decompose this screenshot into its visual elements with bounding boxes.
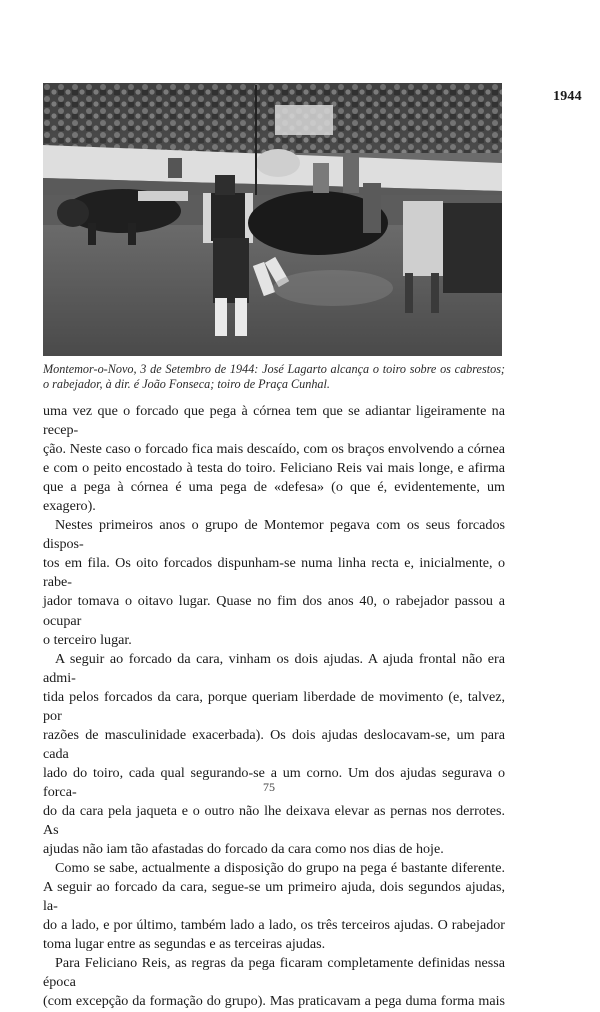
- text-line: razões de masculinidade exacerbada). Os dois ajudas deslocavam-se, um para cada: [43, 726, 505, 762]
- text-line: e com o peito encostado à testa do toiro. Feliciano Reis vai mais longe, e afirma: [43, 460, 505, 477]
- text-line: A seguir ao forcado da cara, vinham os dois ajudas. A ajuda frontal não era admi-: [43, 650, 505, 686]
- bullfight-photograph: [43, 83, 502, 356]
- body-text: [43, 402, 505, 1012]
- text-line: Para Feliciano Reis, as regras da pega ficaram completamente definidas nessa época: [43, 955, 505, 991]
- text-line: ajudas não iam tão afastadas do forcado da cara como nos dias de hoje.: [43, 841, 444, 858]
- text-line: toma lugar entre as segundas e as terceiras ajudas.: [43, 936, 326, 953]
- text-line: do a lado, e por último, também lado a lado, os três terceiros ajudas. O rabejador: [43, 917, 505, 934]
- text-line: do da cara pela jaqueta e o outro não lhe deixava elevar as pernas nos derrotes. As: [43, 802, 505, 839]
- text-line: Como se sabe, actualmente a disposição do grupo na pega é bastante diferente.: [55, 860, 505, 877]
- page-number: 75: [263, 780, 275, 794]
- text-line: A seguir ao forcado da cara, segue-se um primeiro ajuda, dois segundos ajudas, la-: [43, 879, 505, 915]
- text-line: Nestes primeiros anos o grupo de Montemor pegava com os seus forcados dispos-: [43, 517, 505, 553]
- text-line: que a pega à córnea é uma pega de «defesa» (o que é, evidentemente, um exagero).: [43, 479, 505, 515]
- photo-caption: Montemor-o-Novo, 3 de Setembro de 1944: José Lagarto alcança o toiro sobre os cabrestos; o rabejador, à dir. é João Fonseca; toiro de Praça Cunhal.: [43, 362, 505, 391]
- text-line: ção. Neste caso o forcado fica mais descaído, com os braços envolvendo a córnea: [43, 441, 505, 458]
- photo-illustration: [43, 83, 502, 356]
- text-line: tos em fila. Os oito forcados dispunham-se numa linha recta e, inicialmente, o rabe-: [43, 555, 505, 591]
- text-line: (com excepção da formação do grupo). Mas praticavam a pega duma forma mais: [43, 993, 505, 1010]
- text-line: uma vez que o forcado que pega à córnea tem que se adiantar ligeiramente na recep-: [43, 403, 505, 439]
- text-line: jador tomava o oitavo lugar. Quase no fim dos anos 40, o rabejador passou a ocupar: [43, 593, 505, 629]
- text-line: o terceiro lugar.: [43, 631, 132, 648]
- text-line: lado do toiro, cada qual segurando-se a um corno. Um dos ajudas segurava o forca-: [43, 764, 505, 800]
- margin-year-label: 1944: [553, 89, 582, 104]
- text-line: tida pelos forcados da cara, porque queriam liberdade de movimento (e, talvez, por: [43, 688, 505, 724]
